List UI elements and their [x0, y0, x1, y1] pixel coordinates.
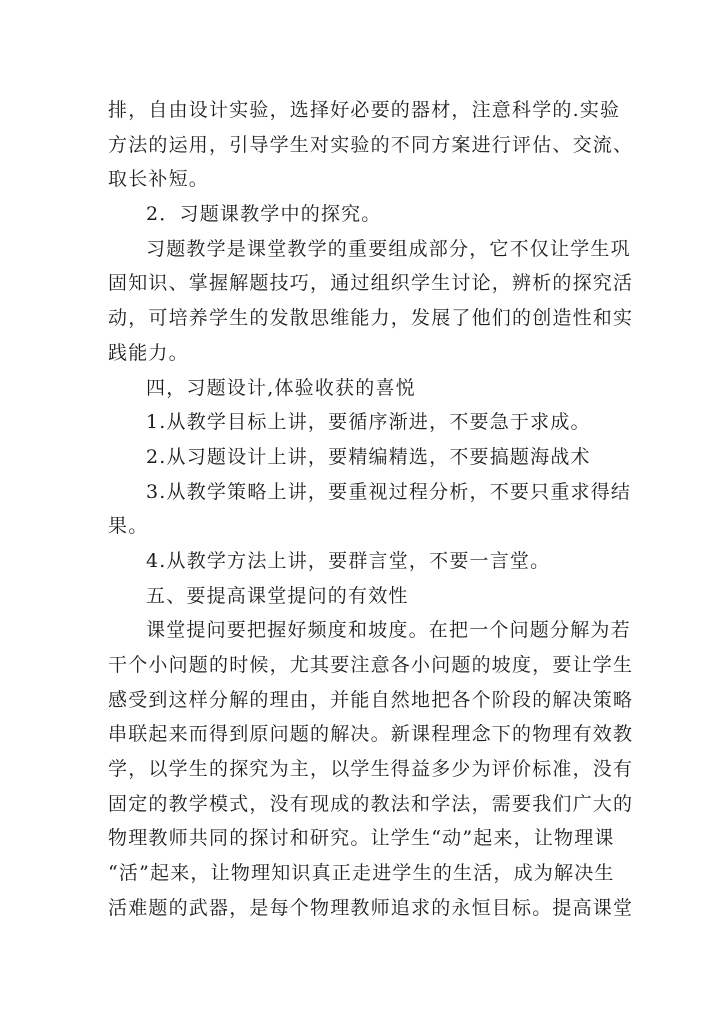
paragraph-line: 感受到这样分解的理由，并能自然地把各个阶段的解决策略 — [108, 688, 634, 711]
paragraph-line: “活”起来，让物理知识真正走进学生的生活，成为解决生 — [108, 862, 615, 885]
paragraph-line: 践能力。 — [108, 341, 189, 364]
paragraph-line: 物理教师共同的探讨和研究。让学生“动”起来，让物理课 — [108, 827, 615, 850]
list-item: 3.从教学策略上讲，要重视过程分析，不要只重求得结 — [146, 480, 632, 503]
paragraph-line: 排，自由设计实验，选择好必要的器材，注意科学的.实验 — [108, 99, 621, 121]
section-heading: 五、要提高课堂提问的有效性 — [146, 584, 409, 607]
paragraph-line: 固知识、掌握解题技巧，通过组织学生讨论，辨析的探究活 — [108, 272, 634, 295]
paragraph-line: 学，以学生的探究为主，以学生得益多少为评价标准，没有 — [108, 758, 634, 781]
list-item: 4.从教学方法上讲，要群言堂，不要一言堂。 — [146, 549, 551, 572]
paragraph-line: 活难题的武器，是每个物理教师追求的永恒目标。提高课堂 — [108, 896, 634, 919]
paragraph-line: 课堂提问要把握好频度和坡度。在把一个问题分解为若 — [146, 619, 631, 642]
paragraph-line: 固定的教学模式，没有现成的教法和学法，需要我们广大的 — [108, 792, 634, 815]
paragraph-line: 干个小问题的时候，尤其要注意各小问题的坡度，要让学生 — [108, 654, 634, 676]
paragraph-line: 取长补短。 — [108, 168, 210, 191]
paragraph-line: 方法的运用，引导学生对实验的不同方案进行评估、交流、 — [108, 133, 634, 156]
paragraph-line: 串联起来而得到原问题的解决。新课程理念下的物理有效教 — [108, 723, 634, 746]
list-item: 2.从习题设计上讲，要精编精选，不要搞题海战术 — [146, 445, 591, 468]
section-heading: 四，习题设计,体验收获的喜悦 — [146, 376, 416, 399]
document-body — [108, 93, 634, 926]
list-item-continuation: 果。 — [108, 515, 149, 538]
section-heading: 2．习题课教学中的探究。 — [146, 203, 382, 226]
list-item: 1.从教学目标上讲，要循序渐进，不要急于求成。 — [146, 411, 591, 434]
paragraph-line: 习题教学是课堂教学的重要组成部分，它不仅让学生巩 — [146, 237, 631, 260]
paragraph-line: 动，可培养学生的发散思维能力，发展了他们的创造性和实 — [108, 307, 634, 330]
